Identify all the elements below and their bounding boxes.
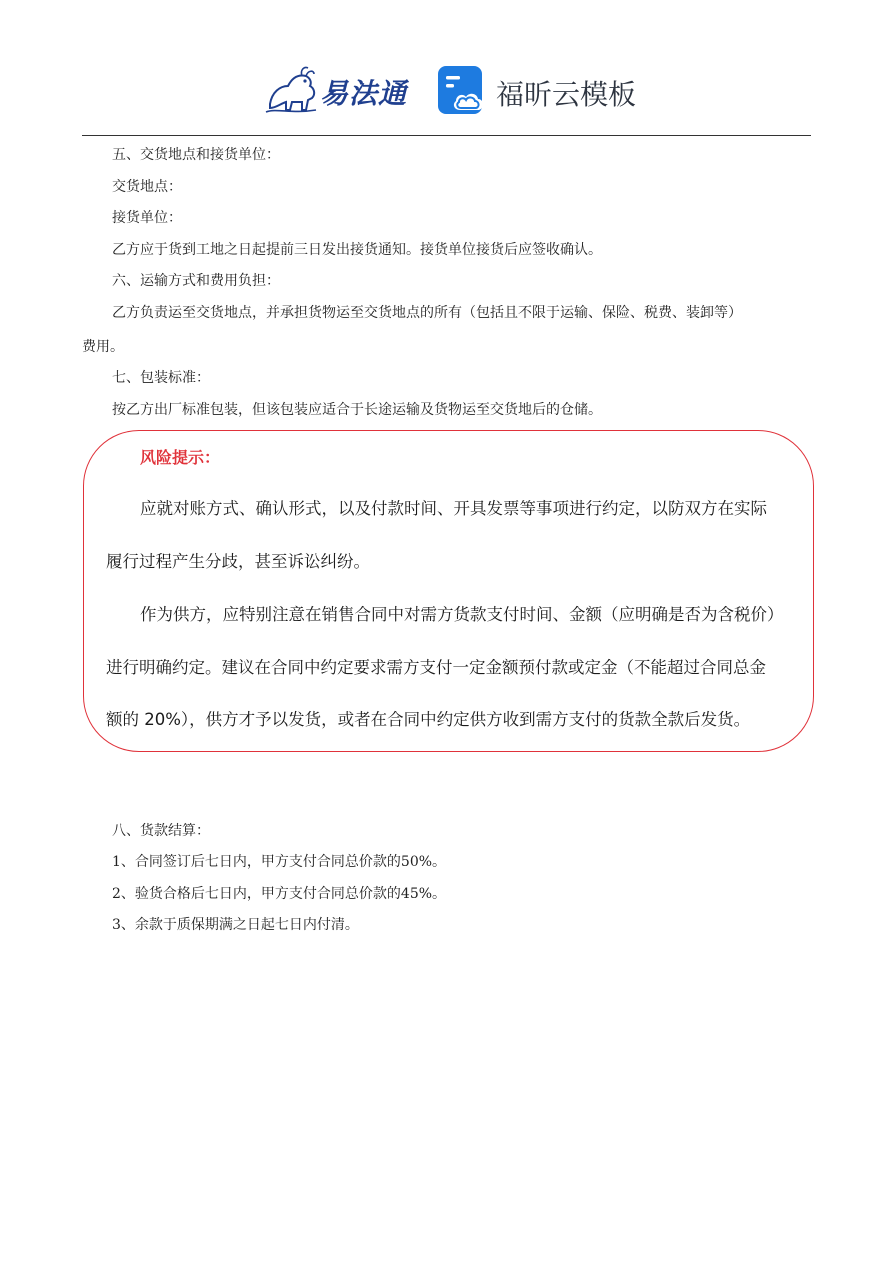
receiving-unit: 接货单位： [112,210,182,226]
payment-item-2: 2、验货合格后七日内，甲方支付合同总价款的45%。 [112,886,447,902]
receiving-notice: 乙方应于货到工地之日起提前三日发出接货通知。接货单位接货后应签收确认。 [112,242,602,258]
section-7-title: 七、包装标准： [112,370,210,386]
delivery-place: 交货地点： [112,179,182,195]
risk-para-1-line-2: 履行过程产生分歧，甚至诉讼纠纷。 [106,552,370,571]
section-6-title: 六、运输方式和费用负担： [112,273,280,289]
packaging-text: 按乙方出厂标准包装，但该包装应适合于长途运输及货物运至交货地后的仓储。 [112,402,602,418]
risk-para-2-line-2: 进行明确约定。建议在合同中约定要求需方支付一定金额预付款或定金（不能超过合同总金 [106,658,766,677]
section-5-title: 五、交货地点和接货单位： [112,147,280,163]
brand-foxit-name: 福昕云模板 [496,78,637,111]
transport-text-line-1: 乙方负责运至交货地点，并承担货物运至交货地点的所有（包括且不限于运输、保险、税费、装卸等） [112,305,742,321]
risk-para-1-line-1: 应就对账方式、确认形式，以及付款时间、开具发票等事项进行约定，以防双方在实际 [140,499,767,518]
section-8-title: 八、货款结算： [112,823,210,839]
risk-para-2-line-3: 额的 20%），供方才予以发货，或者在合同中约定供方收到需方支付的货款全款后发货。 [106,710,751,729]
risk-para-2-line-1: 作为供方，应特别注意在销售合同中对需方货款支付时间、金额（应明确是否为含税价） [140,605,784,624]
page-header [0,0,893,136]
brand-yifatong-name: 易法通 [320,77,408,110]
risk-notice-box [83,430,814,752]
document-cloud-icon [436,64,488,116]
risk-notice-title: 风险提示： [140,448,221,467]
payment-item-1: 1、合同签订后七日内，甲方支付合同总价款的50%。 [112,854,447,870]
brand-foxit-cloud-template [436,64,636,120]
header-divider [82,135,811,136]
transport-text-line-2: 费用。 [82,339,124,355]
brand-yifatong [262,62,412,118]
payment-item-3: 3、余款于质保期满之日起七日内付清。 [112,917,359,933]
qilin-logo-icon [262,64,320,116]
